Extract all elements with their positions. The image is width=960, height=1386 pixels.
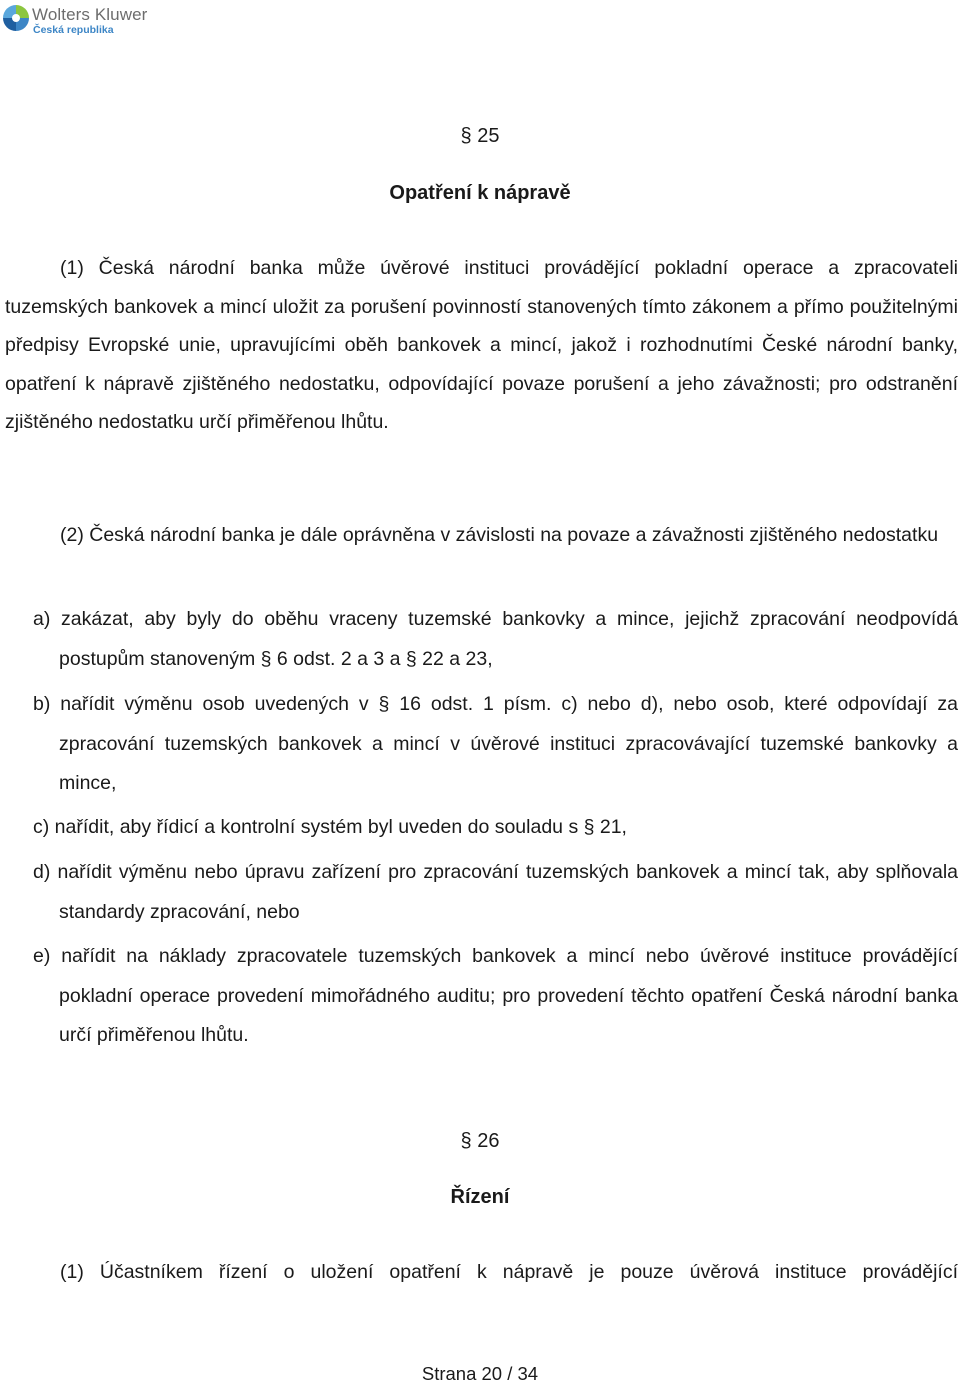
section-26-paragraph-1 — [5, 1253, 958, 1292]
section-25-paragraph-1 — [5, 249, 958, 442]
brand-name: Wolters Kluwer — [32, 5, 148, 24]
section-25-paragraph-2 — [5, 516, 958, 555]
list-item-text: b) nařídit výměnu osob uvedených v § 16 odst. 1 písm. c) nebo d), nebo osob, které odpovídají za zpracování tuzemských bankovek a mincí v úvěrové instituci zpracovávající tuzemské bankovky a mince, — [33, 693, 958, 794]
section-25-title: Opatření k nápravě — [389, 182, 571, 204]
page-number: Strana 20 / 34 — [421, 1363, 539, 1384]
paragraph-text: (2) Česká národní banka je dále oprávněna v závislosti na povaze a závažnosti zjištěného nedostatku — [60, 524, 939, 546]
paragraph-text: (1) Česká národní banka může úvěrové instituci provádějící pokladní operace a zpracovateli tuzemských bankovek a mincí uložit za porušení povinností stanovených tímto zákonem a přímo použitelnými předpisy Evropské unie, upravujícími oběh bankovek a mincí, jakož i rozhodnutími České národní banky, opatření k nápravě zjištěného nedostatku, odpovídající povaze porušení a jeho závažnosti; pro odstranění zjištěného nedostatku určí přiměřenou lhůtu. — [5, 257, 958, 434]
list-item-text: c) nařídit, aby řídicí a kontrolní systém byl uveden do souladu s § 21, — [33, 816, 627, 838]
paragraph-text: (1) Účastníkem řízení o uložení opatření k nápravě je pouze úvěrová instituce provádějící — [60, 1261, 958, 1283]
wolters-kluwer-logo-icon — [2, 4, 30, 32]
section-26-title: Řízení — [450, 1186, 510, 1208]
section-26-number: § 26 — [460, 1130, 500, 1152]
brand-subtitle: Česká republika — [33, 24, 114, 36]
list-item-text: e) nařídit na náklady zpracovatele tuzemských bankovek a mincí nebo úvěrové instituce provádějící pokladní operace provedení mimořádného auditu; pro provedení těchto opatření Česká národní banka určí přiměřenou lhůtu. — [33, 945, 958, 1046]
section-25-number: § 25 — [460, 125, 500, 147]
list-item — [33, 685, 958, 804]
list-item-text: a) zakázat, aby byly do oběhu vraceny tuzemské bankovky a mince, jejichž zpracování neodpovídá postupům stanoveným § 6 odst. 2 a 3 a § 22 a 23, — [33, 608, 958, 670]
list-item — [33, 937, 958, 1056]
list-item — [33, 600, 958, 679]
list-item-text: d) nařídit výměnu nebo úpravu zařízení pro zpracování tuzemských bankovek a mincí tak, aby splňovala standardy zpracování, nebo — [33, 861, 958, 923]
list-item — [33, 808, 958, 848]
list-item — [33, 853, 958, 932]
